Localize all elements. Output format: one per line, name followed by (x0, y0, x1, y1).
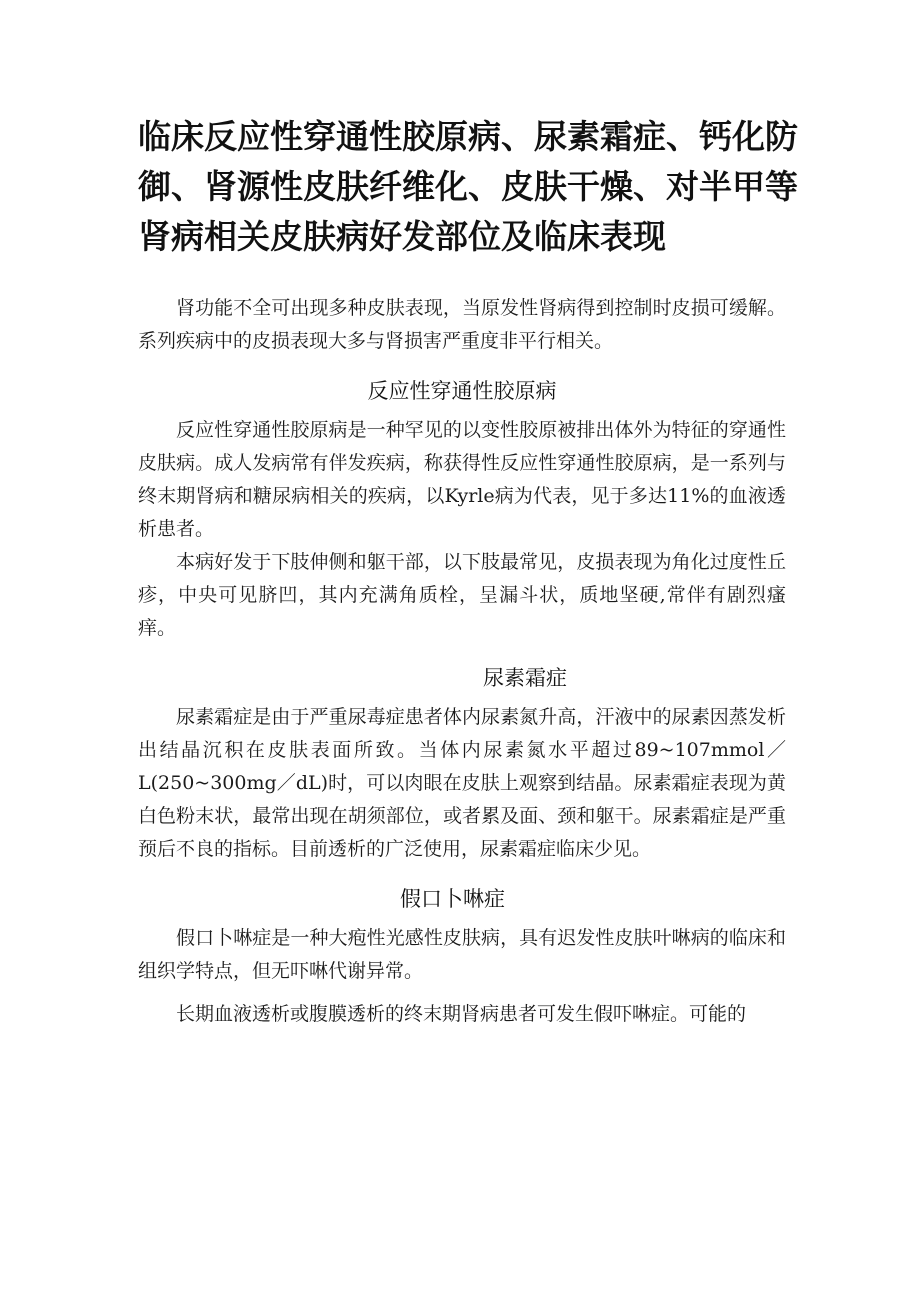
section-heading-uremic-frost: 尿素霜症 (483, 666, 567, 690)
section-heading-rpc: 反应性穿通性胶原病 (367, 379, 557, 403)
document-title: 临床反应性穿通性胶原病、尿素霜症、钙化防御、肾源性皮肤纤维化、皮肤干燥、对半甲等肾病相关皮肤病好发部位及临床表现 (138, 117, 798, 256)
section-paragraph: 尿素霜症是由于严重尿毒症患者体内尿素氮升高，汗液中的尿素因蒸发析出结晶沉积在皮肤表面所致。当体内尿素氮水平超过89~107mmol／L(250~300mg／dL)时，可以肉眼在皮肤上观察到结晶。尿素霜症表现为黄白色粉末状，最常出现在胡须部位，或者累及面、颈和躯干。尿素霜症是严重预后不良的指标。目前透析的广泛使用，尿素霜症临床少见。 (138, 706, 786, 860)
section-heading-pseudoporphyria: 假口卜啉症 (400, 887, 505, 911)
section-paragraph: 本病好发于下肢伸侧和躯干部，以下肢最常见，皮损表现为角化过度性丘疹，中央可见脐凹，其内充满角质栓，呈漏斗状，质地坚硬,常伴有剧烈瘙痒。 (138, 551, 786, 639)
document-body (138, 292, 786, 1031)
section-paragraph: 长期血液透析或腹膜透析的终末期肾病患者可发生假吓啉症。可能的 (176, 1003, 747, 1025)
intro-paragraph: 肾功能不全可出现多种皮肤表现，当原发性肾病得到控制时皮损可缓解。系列疾病中的皮损表现大多与肾损害严重度非平行相关。 (138, 297, 786, 352)
section-paragraph: 假口卜啉症是一种大疱性光感性皮肤病，具有迟发性皮肤叶啉病的临床和组织学特点，但无吓啉代谢异常。 (138, 927, 786, 982)
section-paragraph: 反应性穿通性胶原病是一种罕见的以变性胶原被排出体外为特征的穿通性皮肤病。成人发病常有伴发疾病，称获得性反应性穿通性胶原病，是一系列与终末期肾病和糖尿病相关的疾病，以Kyrle病为代表，见于多达11%的血液透析患者。 (138, 419, 786, 540)
